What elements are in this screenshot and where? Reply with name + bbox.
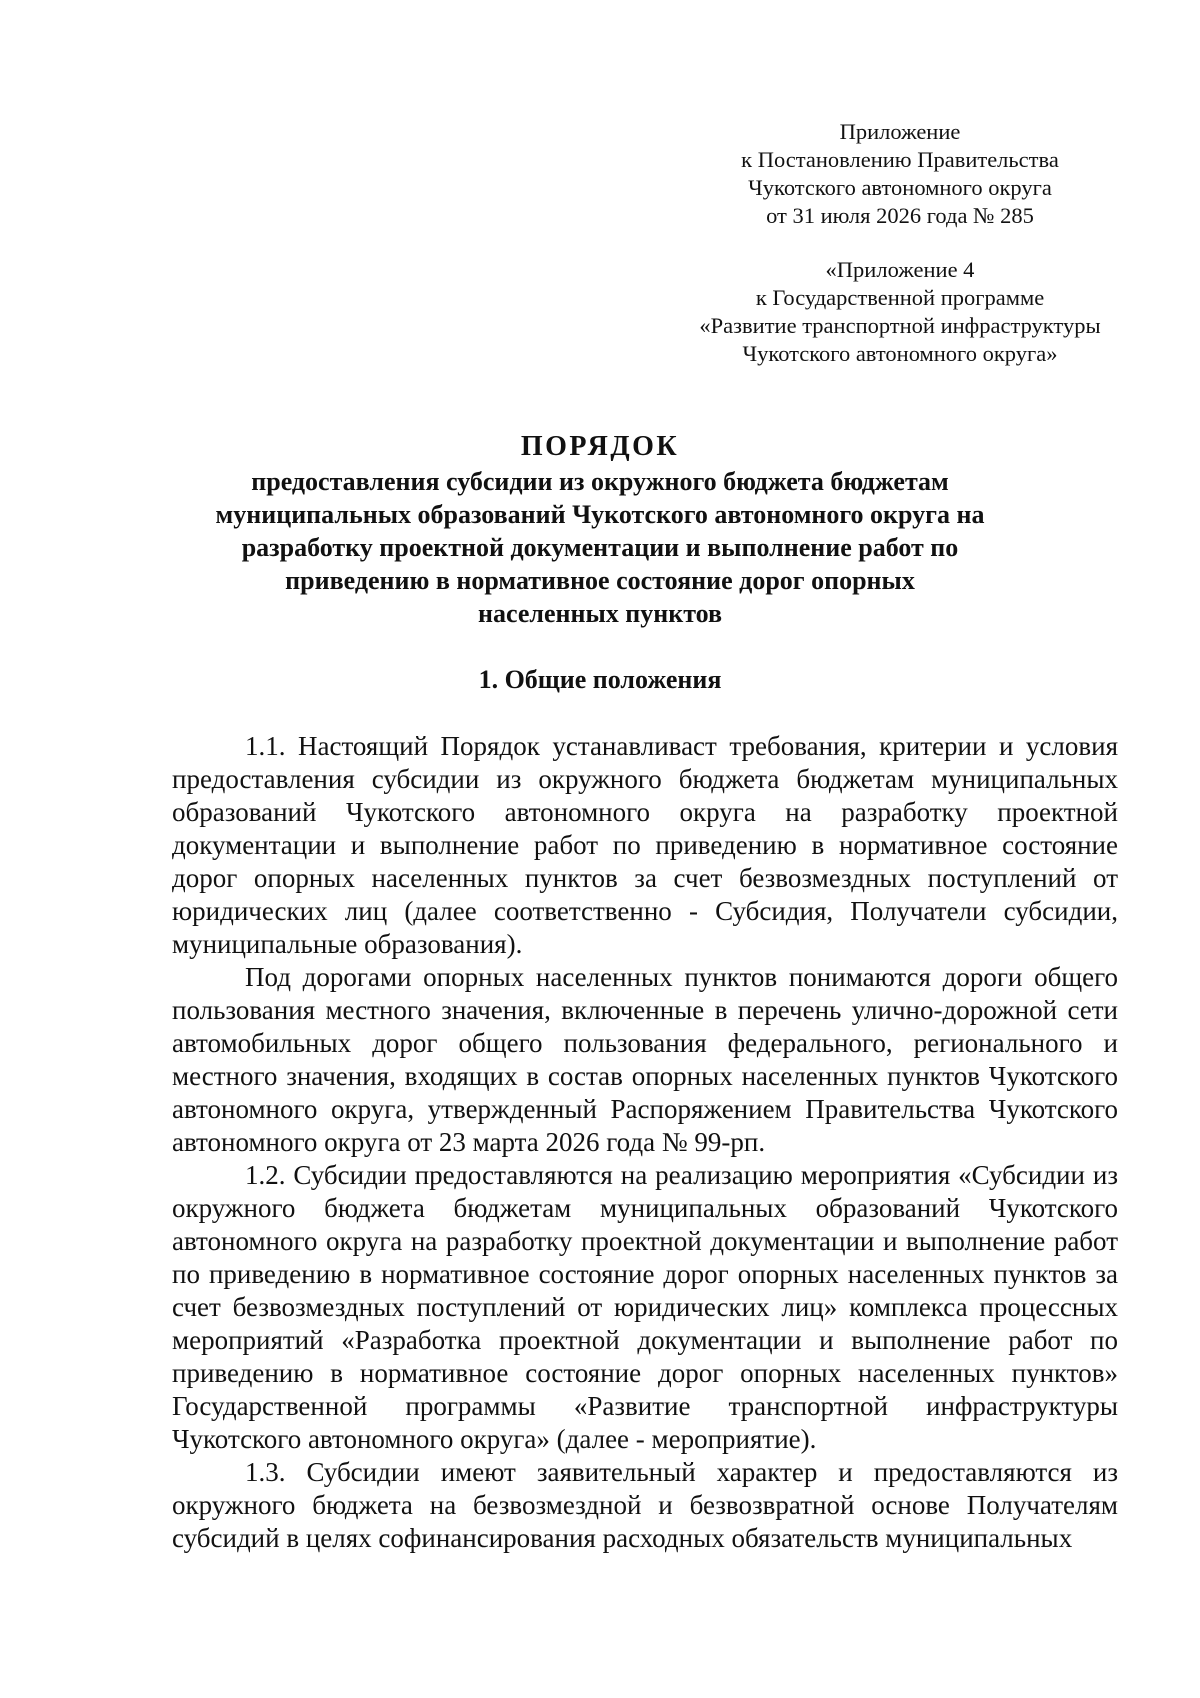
program-annex-header [690,256,1110,368]
paragraph-roads-definition: Под дорогами опорных населенных пунктов понимаются дороги общего пользования местного значения, включенные в перечень улично-дорожной сети автомобильных дорог общего пользования федерального, регионального и местного значения, входящих в состав опорных населенных пунктов Чукотского автономного округа, утвержденный Распоряжением Правительства Чукотского автономного округа от 23 марта 2026 года № 99-рп. [172,962,1118,1157]
subtitle-line: муниципальных образований Чукотского автономного округа на [215,500,985,529]
program-annex-number: «Приложение 4 [825,257,975,282]
program-annex-name: «Развитие транспортной инфраструктуры [699,313,1101,338]
annex-title: Приложение [839,119,961,144]
paragraph-1-1: 1.1. Настоящий Порядок устанавливаст требования, критерии и условия предоставления субсидии из окружного бюджета бюджетам муниципальных образований Чукотского автономного округа на разработку проектной документации и выполнение работ по приведению в нормативное состояние дорог опорных населенных пунктов за счет безвозмездных поступлений от юридических лиц (далее соответственно - Субсидия, Получатели субсидии, муниципальные образования). [172,731,1118,959]
paragraph-1-3: 1.3. Субсидии имеют заявительный характер и предоставляются из окружного бюджета на безвозмездной и безвозвратной основе Получателям субсидий в целях софинансирования расходных обязательств муниципальных [172,1457,1118,1553]
annex-header [690,118,1110,230]
program-annex-ref: к Государственной программе [755,285,1045,310]
document-title-subtitle [150,465,1050,630]
subtitle-line: населенных пунктов [477,599,723,628]
document-title [150,430,1050,630]
program-annex-region: Чукотского автономного округа» [742,341,1058,366]
annex-resolution: к Постановлению Правительства [741,147,1059,172]
section-body [172,730,1118,1555]
section-heading: 1. Общие положения [478,665,722,694]
subtitle-line: разработку проектной документации и выполнение работ по [241,533,959,562]
subtitle-line: приведению в нормативное состояние дорог опорных [285,566,915,595]
subtitle-line: предоставления субсидии из окружного бюджета бюджетам [251,467,949,496]
annex-date-number: от 31 июля 2026 года № 285 [766,203,1034,228]
document-title-main: ПОРЯДОК [520,431,680,462]
annex-region: Чукотского автономного округа [748,175,1052,200]
paragraph-1-2: 1.2. Субсидии предоставляются на реализацию мероприятия «Субсидии из окружного бюджета бюджетам муниципальных образований Чукотского автономного округа на разработку проектной документации и выполнение работ по приведению в нормативное состояние дорог опорных населенных пунктов за счет безвозмездных поступлений от юридических лиц» комплекса процессных мероприятий «Разработка проектной документации и выполнение работ по приведению в нормативное состояние дорог опорных населенных пунктов» Государственной программы «Развитие транспортной инфраструктуры Чукотского автономного округа» (далее - мероприятие). [172,1160,1118,1454]
